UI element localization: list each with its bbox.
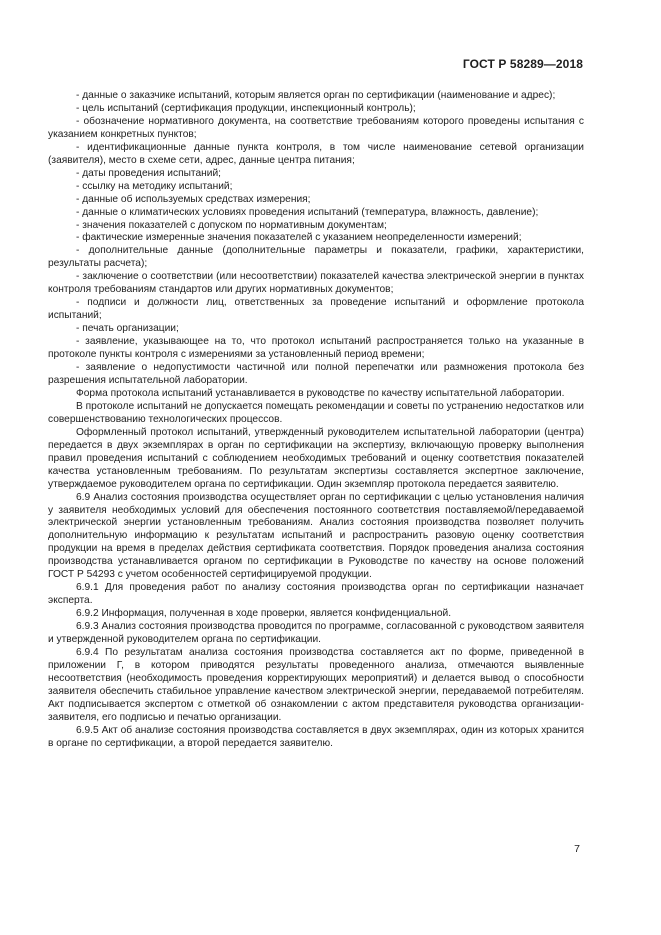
bullet-item: - значения показателей с допуском по нормативным документам; bbox=[76, 219, 387, 231]
bullet-item: - печать организации; bbox=[76, 323, 179, 335]
clause-6-9: 6.9 Анализ состояния производства осуществляет орган по сертификации с целью установления наличия у заявителя необходимых условий для обеспечения постоянного соответствия поставляемой/передаваемой электрической энергии установленным требованиям. Анализ состояния производства позволяет получить дополнительную информацию к результатам испытаний и распространить разовую оценку соответствия продукции на время в пределах действия сертификата соответствия. Порядок проведения анализа состояния производства устанавливается органом по сертификации в Руководстве по качеству на основе положений ГОСТ Р 54293 с учетом особенностей сертифицируемой продукции. bbox=[48, 491, 584, 581]
body-text bbox=[48, 90, 584, 751]
bullet-item: - идентификационные данные пункта контроля, в том числе наименование сетевой организации (заявителя), место в схеме сети, адрес, данные центра питания; bbox=[48, 141, 584, 166]
document-header: ГОСТ Р 58289—2018 bbox=[462, 57, 583, 71]
bullet-item: - данные о климатических условиях проведения испытаний (температура, влажность, давление); bbox=[76, 206, 539, 218]
paragraph-protocol-form: Форма протокола испытаний устанавливается в руководстве по качеству испытательной лаборатории. bbox=[76, 387, 565, 399]
bullet-item: - заявление, указывающее на то, что протокол испытаний распространяется только на указанные в протоколе пункты контроля с измерениями за установленный период времени; bbox=[48, 336, 584, 361]
clause-6-9-2: 6.9.2 Информация, полученная в ходе проверки, является конфиденциальной. bbox=[76, 608, 452, 620]
bullet-item: - даты проведения испытаний; bbox=[76, 167, 221, 179]
paragraph-protocol-transfer: Оформленный протокол испытаний, утвержденный руководителем испытательной лаборатории (центра) передается в двух экземплярах в орган по сертификации на экспертизу, включающую проверку выполнения правил проведения испытаний с соблюдением необходимых требований и оценку соответствия показателей качества установленным требованиям. По результатам экспертизы составляется экспертное заключение, утверждаемое руководителем органа по сертификации. Один экземпляр протокола передается заявителю. bbox=[48, 426, 584, 490]
clause-6-9-5: 6.9.5 Акт об анализе состояния производства составляется в двух экземплярах, один из которых хранится в органе по сертификации, а второй передается заявителю. bbox=[48, 724, 584, 749]
clause-6-9-4: 6.9.4 По результатам анализа состояния производства составляется акт по форме, приведенной в приложении Г, в котором приводятся результаты проведенного анализа, отмечаются выявленные несоответствия (необходимость проведения корректирующих мероприятий) и делается вывод о способности заявителя обеспечить стабильное управление качеством электрической энергии, передаваемой потребителям. Акт подписывается экспертом с отметкой об ознакомлении с актом представителя руководства организации-заявителя, его подписью и печатью организации. bbox=[48, 646, 584, 723]
bullet-item: - фактические измеренные значения показателей с указанием неопределенности измерений; bbox=[76, 232, 522, 244]
clause-6-9-1: 6.9.1 Для проведения работ по анализу состояния производства орган по сертификации назначает эксперта. bbox=[48, 582, 584, 607]
bullet-item: - данные о заказчике испытаний, которым является орган по сертификации (наименование и адрес); bbox=[76, 90, 556, 101]
bullet-item: - данные об используемых средствах измерения; bbox=[76, 193, 311, 205]
bullet-item: - цель испытаний (сертификация продукции, инспекционный контроль); bbox=[76, 102, 416, 114]
bullet-item: - подписи и должности лиц, ответственных за проведение испытаний и оформление протокола испытаний; bbox=[48, 297, 584, 322]
bullet-item: - обозначение нормативного документа, на соответствие требованиям которого проведены испытания с указанием конкретных пунктов; bbox=[48, 115, 584, 140]
paragraph-no-recommendations: В протоколе испытаний не допускается помещать рекомендации и советы по устранению недостатков или совершенствованию технологических процессов. bbox=[48, 400, 584, 425]
bullet-item: - заявление о недопустимости частичной или полной перепечатки или размножения протокола без разрешения испытательной лаборатории. bbox=[48, 362, 584, 386]
bullet-item: - дополнительные данные (дополнительные параметры и показатели, графики, характеристики, результаты расчета); bbox=[48, 245, 584, 270]
page-number: 7 bbox=[574, 843, 580, 855]
bullet-item: - ссылку на методику испытаний; bbox=[76, 180, 233, 192]
clause-6-9-3: 6.9.3 Анализ состояния производства проводится по программе, согласованной с руководством заявителя и утвержденной руководителем органа по сертификации. bbox=[48, 621, 584, 646]
bullet-item: - заключение о соответствии (или несоответствии) показателей качества электрической энергии в пунктах контроля требованиям стандартов или других нормативных документов; bbox=[48, 271, 584, 296]
